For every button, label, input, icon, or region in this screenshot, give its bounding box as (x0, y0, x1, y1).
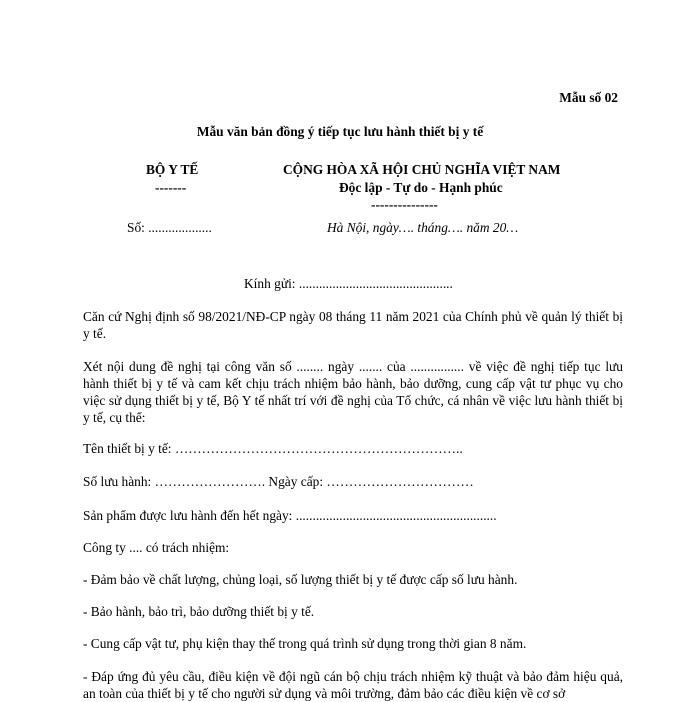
recipient-line: Kính gửi: .............................................. (244, 276, 453, 291)
nation-name: CỘNG HÒA XÃ HỘI CHỦ NGHĨA VIỆT NAM (283, 162, 561, 177)
motto: Độc lập - Tự do - Hạnh phúc (339, 180, 503, 195)
ministry-name: BỘ Y TẾ (146, 162, 199, 177)
document-number: Số: ................... (127, 220, 212, 235)
duty-item: - Bảo hành, bảo trì, bảo dưỡng thiết bị y tế. (83, 604, 315, 619)
form-number: Mẫu số 02 (559, 90, 618, 105)
motto-rule: --------------- (371, 197, 438, 212)
duty-item: - Đảm bảo về chất lượng, chủng loại, số lượng thiết bị y tế được cấp số lưu hành. (83, 572, 518, 587)
legal-basis: Căn cứ Nghị định số 98/2021/NĐ-CP ngày 08 tháng 11 năm 2021 của Chính phủ về quản lý thiết bị y tế. (83, 309, 623, 341)
registration-field: Số lưu hành: ……………………. Ngày cấp: …………………………… (83, 474, 474, 489)
form-title: Mẫu văn bản đồng ý tiếp tục lưu hành thiết bị y tế (196, 124, 484, 139)
duty-item: - Đáp ứng đủ yêu cầu, điều kiện về đội ngũ cán bộ chịu trách nhiệm kỹ thuật và bảo đảm hiệu quả, an toàn của thiết bị y tế cho người sử dụng và môi trường, đảm bảo các điều kiện về cơ sở (83, 669, 623, 701)
company-responsibility: Công ty .... có trách nhiệm: (83, 540, 230, 555)
duty-item: - Cung cấp vật tư, phụ kiện thay thế trong quá trình sử dụng trong thời gian 8 năm. (83, 636, 527, 651)
ministry-rule: ------- (155, 180, 187, 195)
device-name-field: Tên thiết bị y tế: ……………………………………………………….. (83, 441, 463, 456)
place-date: Hà Nội, ngày…. tháng…. năm 20… (327, 220, 519, 235)
validity-field: Sản phẩm được lưu hành đến hết ngày: ............................................................ (83, 508, 497, 523)
consideration-paragraph: Xét nội dung đề nghị tại công văn số ........ ngày ....... của ................ về việc đề nghị tiếp tục lưu hành thiết bị y tế và cam kết chịu trách nhiệm bảo hành, bảo dưỡng, cung cấp vật tư phục vụ cho việc sử dụng thiết bị y tế, Bộ Y tế nhất trí với đề nghị của Tổ chức, cá nhân về việc lưu hành thiết bị y tế, cụ thể: (83, 359, 623, 425)
